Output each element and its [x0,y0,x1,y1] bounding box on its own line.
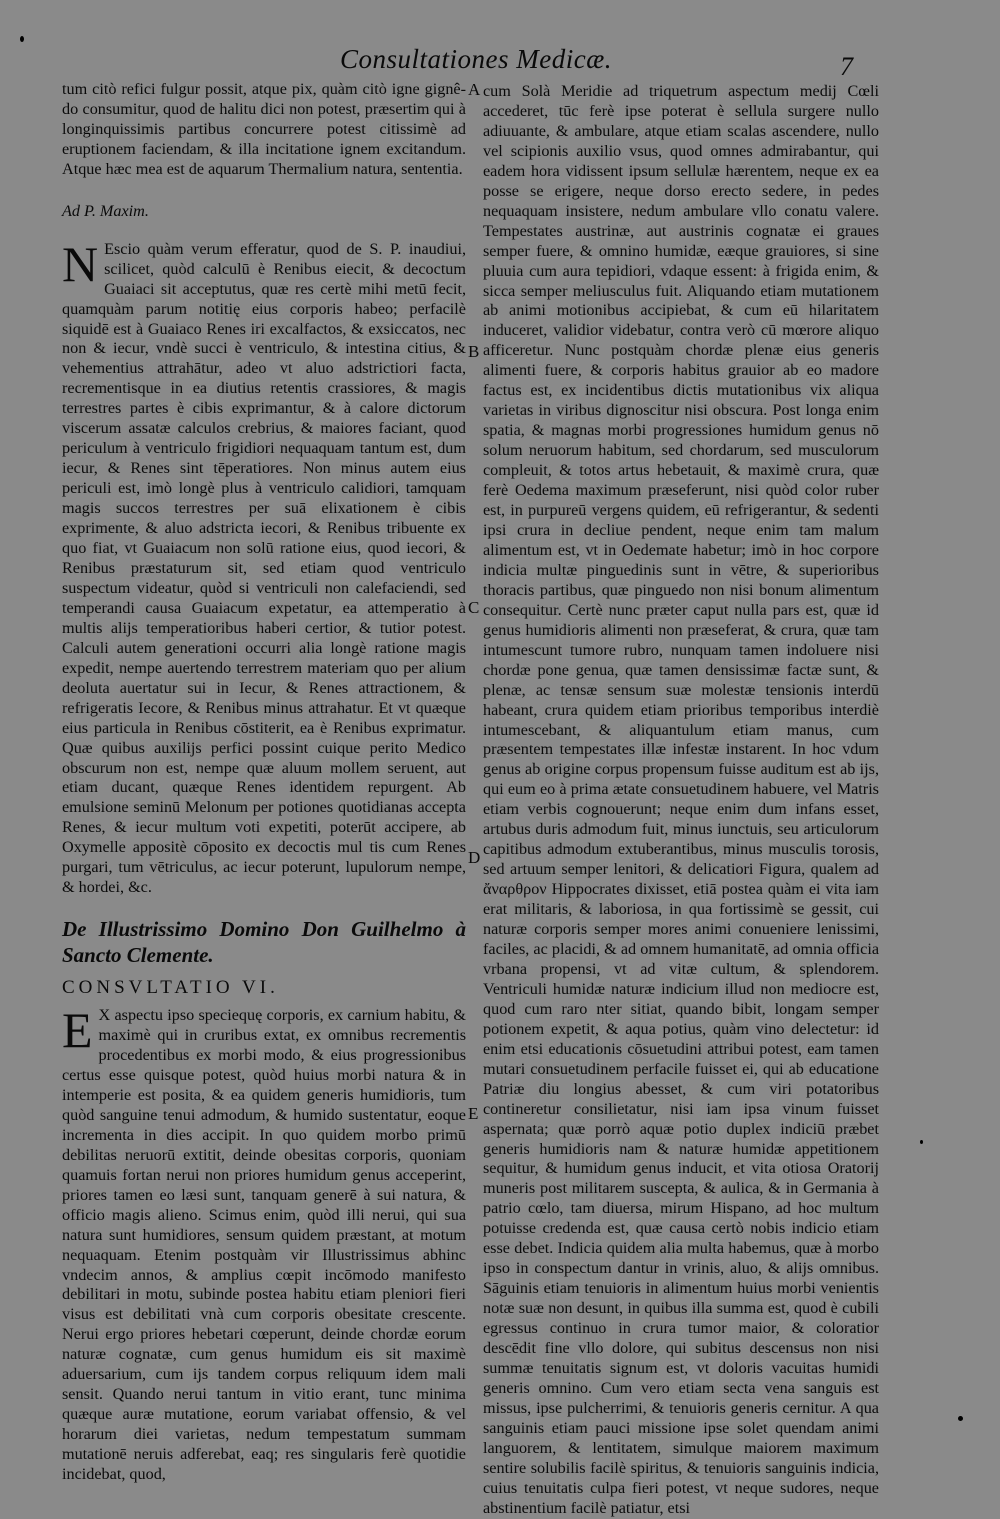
ink-speck [958,1416,963,1421]
consultation-body: X aspectu ipso speciequę corporis, ex carnium habitu, & maximè qui in cruribus extat, ex omnibus recrementis procedentibus ex morbi modo, & eius progressionibus certus esse quisque potest, quòd huius morbi natura & in intemperie est posita, & ea quidem generis humidioris, tum quòd sanguine tenui admodum, & humido sustentatur, eoque incrementa in dies accipit. In quo quidem morbo primū debilitas neruorū extitit, deinde obesitas corporis, quoniam quamuis fortan nerui non priores humidum genus acceperint, priores tamen eo læsi sunt, tanquam generē à sui natura, & officio magis alieno. Scimus enim, quòd illi nerui, qui sua natura sunt humidiores, sensum quidem præstant, at motum nequaquam. Etenim postquàm vir Illustrissimus abhinc vndecim annos, & amplius cœpit incōmodo manifesto debilitari in motu, subinde postea habitu etiam pleniori fieri visus est debilitati vnà cum corporis obesitate crescente. Nerui ergo priores hebetari cœperunt, deinde chordæ eorum naturæ cognatæ, cum genus humidum eis sit maximè aduersarium, cum ijs tandem corpus reliquum idem mali sensit. Quando nerui tantum in vitio erant, tunc minima quæque auræ mutatione, eorum variabat offensio, & vel horarum diei varietas, nedum tempestatum summam mutationē neruis adferebat, eaq; res singularis ferè quotidie incidebat, quod, [62,1006,466,1484]
consultation-number: CONSVLTATIO VI. [62,977,279,999]
intro-paragraph: tum citò refici fulgur possit, atque pix, quàm citò igne gignê-do consumitur, quod de halitu dici non potest, præsertim qui à longinquissimis partibus concurrere potest citissimè ad eruptionem faciendam, & illa incitatione ignem excitandum. Atque hæc mea est de aquarum Thermalium natura, sententia. [62,80,466,178]
letter-body: Escio quàm verum efferatur, quod de S. P. inaudiui, scilicet, quòd calculū è Renibus eiecit, & decoctum Guaiaci sit acceptutus, quæ res certè mihi metū fecit, quamquàm parum notitię eius corporis habeo; perfacilè siquidē est à Guaiaco Renes iri excalfactos, & exsiccatos, nec non & iecur, vndè succi è ventriculo, & intestina citius, & vehementius attrahātur, adeo vt aluo adstrictiori facta, recrementisque in ea diutius retentis crassiores, & magis terrestres partes è cibis exprimantur, & à calore dictorum viscerum assatæ calculos crebrius, & maiores faciant, quod periculum à ventriculo frigidiori nequaquam tantum est, dum iecur, & Renes sint tēperatiores. Non minus autem eius periculi est, imò longè plus à ventriculo calidiori, tamquam magis succos terrestres per suā elixationem è cibis exprimente, & aluo adstricta iecori, & Renibus tribuente ex quo fiat, vt Guaiacum non solū ratione eius, quod iecori, & Renibus præstaturum sit, sed etiam quod ventriculo suspectum videatur, quòd si ventriculi non calefaciendi, sed temperandi causa Guaiacum expetatur, ea attemperatio à multis alijs temperatioribus haberi certior, & tutior potest. Calculi autem generationi occurri alia longè ratione magis expedit, nempe auertendo terrestrem materiam quo per alium deoluta auertatur sui in Iecur, & Renes attractionem, & refrigeratis Iecore, & Renibus minus attrahatur. Et vt quæque eius particula in Renibus cōstiterit, ea è Renibus exprimatur. Quæ quibus auxilijs perfici possint cuique perito Medico obscurum non est, nempe quæ aluum mollem seruent, aut etiam ducant, quæque Renes identidem repurgent. Ab emulsione seminū Melonum per potiones quotidianas accepta Renes, & iecur multum voti expetiti, poterūt accipere, ab Oxymelle appositè cōposito ex decoctis mul tis cum Renes purgari, tum vētriculus, ac iecur poterunt, lupulorum nempe, & hordei, &c. [62,239,466,897]
margin-letter-b: B [468,342,480,361]
letter-paragraph [62,235,466,898]
consultation-paragraph [62,1002,466,1485]
margin-letter-d: D [468,848,481,867]
margin-letter-a: A [468,80,481,99]
margin-letter-c: C [468,598,480,617]
margin-letter-e: E [468,1104,479,1123]
right-column-body: cum Solà Meridie ad triquetrum aspectum medij Cœli accederet, tūc ferè ipse poterat è sellula surgere nullo adiuuante, & ambulare, atque etiam scalas ascendere, nullo vel scipionis auxilio vsus, quod omnes admirabantur, qui eadem hora vidissent ipsum sellulæ hærentem, neque ex ea posse se erigere, neque dorso erecto sedere, in pedes nequaquam insistere, nedum ambulare vllo conatu valere. Tempestates austrinæ, aut austrinis cognatæ ei graues semper fuere, & omnino humidæ, eæque grauiores, si sine pluuia cum aura tepidiori, vdaque essent: à frigida enim, & sicca semper meliusculus fuit. Aliquando etiam mutationem ab animi motionibus accipiebat, & cum eū hilaritatem induceret, validior videbatur, contra verò cū mœrore aliquo afficeretur. Nunc postquàm chordæ plenæ eius generis alimenti fuere, & corporis habitus grauior ab eo madore factus est, ex incidentibus dictis mutationibus vix aliqua varietas in viribus dignoscitur nisi obscura. Post longa enim spatia, & magnas morbi progressiones humidum genus nō solum neruorum habitum, sed chordarum, sed musculorum compleuit, & totos artus hebetauit, & maximè crura, quæ ferè Oedema maximum præseferunt, nisi quòd color ruber est, in purpureū vergens quidem, eū refrigerantur, & sedenti ipsi crura in decliue pendent, neque enim tam malum alimentum est, vt in Oedemate habetur; imò in hoc corpore indicia multæ pinguedinis sunt in vētre, & superioribus thoracis partibus, quæ pinguedo non nisi bonum alimentum consequitur. Certè nunc præter caput nulla pars est, quæ id genus humidioris alimenti non præseferat, & crura, quæ tam intumescunt tumore rubro, nunquam tamen indoluere nisi chordæ pone genua, quæ tamen densissimæ factæ sunt, & plenæ, ac tensæ sensum suæ molestæ tensionis interdū habeant, crura quidem etiam prioribus temporibus interdiè intumescebant, & aliquantulum etiam manus, cum præsentem tempestates illæ infestæ instarent. In hoc vdum genus ab origine corpus propensum fuisse auditum est ab ijs, qui eum eo à prima ætate consuetudinem habuere, vel Matris etiam verbis cognouerunt; neque enim dum infans esset, artubus duris admodum fuit, minus iunctuis, seu articulorum capitibus admodum extuberantibus, minus musculis torosis, sed artuum semper lenitori, & delicatiori Figura, qualem ad ἄναρθρον Hippocrates dixisset, etiā postea quàm ei vita iam erat militaris, & laboriosa, in qua fortissimè se gessit, cui naturæ corporis semper mores animi conueniere lenissimi, faciles, ac placidi, & ad omnem humanitatē, ad omnia officia vrbana propensi, vt ad vitæ cultum, & splendorem. Ventriculi humidæ naturæ indicium illud non mediocre est, quod cum raro nter sitiat, quando bibit, longam semper potionem expetit, & aqua potius, quàm vino delectetur: id enim etsi educationis cōsuetudini attribui potest, eam tamen mutari consuetudinem perfacile fuisset ei, qui ab educatione Patriæ diu longius abesset, & cum viri potatoribus contineretur consilietatur, nisi iam ipsa vinum fuisset aspernata; quæ porrò aquæ potio duplex indiciū præbet generis humidioris nam & naturæ humidæ appetitionem sequitur, & humidum genus inducit, et vita otiosa Oratorij muneris post militarem suscepta, & aulica, & in Germania à patrio cœlo, tam diuersa, mirum Hispano, ad hoc multum potuisse credenda est, quæ causa certò nobis indicio etiam esse debet. Indicia quidem alia multa habemus, quæ à morbo ipso in conspectum dantur in vrinis, aluo, & alijs omnibus. Sāguinis etiam tenuioris in alimentum huius morbi venientis notæ suæ non desunt, in quibus illa summa est, quod è cubili egressus continuo in crura tumor maior, & coloratior descēdit fine vllo dolore, qui subitus descensus non nisi summæ tenuitatis signum est, vt doloris vacuitas humidi generis omnino. Cum vero etiam secta vena sanguis est missus, ipse pulcherrimi, & tenuioris generis cernitur. A qua sanguinis etiam pauci missione ipse solet quendam animi languorem, & lentitatem, simulque maiorem maximum sentire solubilis facilè spiritus, & tenuioris sanguinis indicia, cuius tenuitatis culpa fieri potest, vt neque sudores, neque abstinentium facilè patiatur, etsi [483,82,879,1517]
right-column [483,82,879,1519]
page-number: 7 [840,52,853,81]
drop-cap: N [62,235,99,292]
ink-speck [920,1140,923,1144]
consultation-title: De Illustrissimo Domino Don Guilhelmo à Sancto Clemente. [62,917,466,968]
left-column [62,80,466,1485]
letter-heading: Ad P. Maxim. [62,201,149,220]
running-head: Consultationes Medicæ. [340,44,612,74]
drop-cap: E [62,1002,93,1059]
ink-speck [20,36,24,42]
